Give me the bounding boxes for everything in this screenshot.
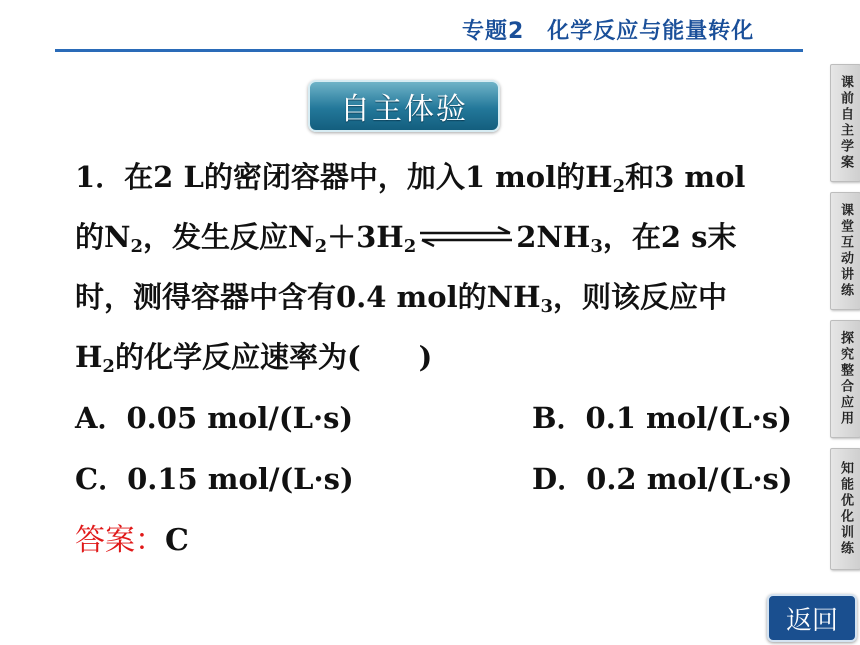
side-tab-training[interactable]: 知能优化训练: [830, 448, 860, 570]
question-line-2: 的$N_2$，发生反应$N_2+3H_2$ $2NH_3$，在2 s末: [75, 220, 737, 257]
option-a: A．0.05 mol/(L·s): [75, 401, 354, 435]
option-d: D．0.2 mol/(L·s): [532, 462, 793, 496]
answer-value: C: [165, 523, 189, 558]
return-button[interactable]: 返回: [767, 594, 857, 642]
answer: [75, 515, 189, 559]
option-c: C．0.15 mol/(L·s): [75, 462, 354, 496]
section-badge: [308, 80, 500, 132]
side-tab-explore[interactable]: 探究整合应用: [830, 320, 860, 438]
header-divider: [55, 49, 803, 52]
question-line-3: 时，测得容器中含有0.4 mol的$NH_3$，则该反应中: [75, 280, 728, 317]
side-tab-in-class[interactable]: 课堂互动讲练: [830, 192, 860, 310]
equilibrium-arrow-icon: [416, 224, 516, 254]
answer-label: 答案：: [75, 523, 165, 558]
option-b: B．0.1 mol/(L·s): [532, 401, 792, 435]
question-line-1: 1．在2 L的密闭容器中，加入1 mol的$H_2$和3 mol: [75, 160, 746, 197]
side-tab-pre-class[interactable]: 课前自主学案: [830, 64, 860, 182]
section-label: 自主体验: [340, 92, 468, 127]
question-line-4: $H_2$的化学反应速率为( ): [75, 340, 433, 377]
header-title: 专题2 化学反应与能量转化: [462, 19, 755, 44]
